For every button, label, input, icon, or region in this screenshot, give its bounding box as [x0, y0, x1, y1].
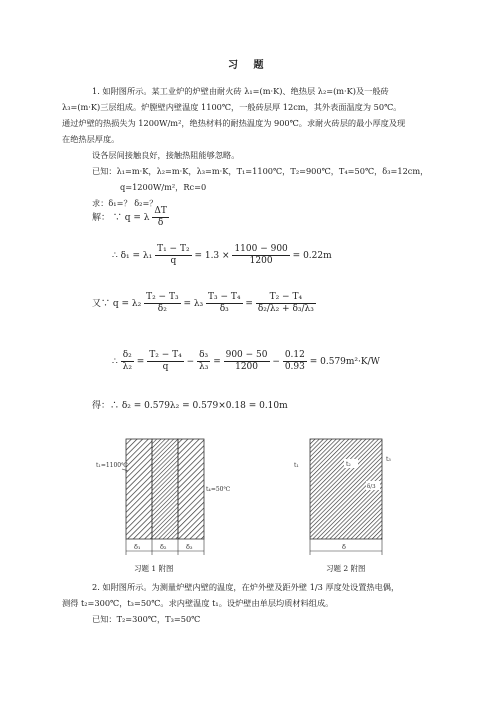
known-values-line1: 已知：λ₁=m·K，λ₂=m·K，λ₃=m·K，T₁=1100℃，T₂=900℃，T₄=50℃，δ₃=12cm，	[92, 166, 429, 176]
known-values-line2: q=1200W/m²，Rc=0	[120, 182, 207, 192]
question-text: 求：δ₁=？ δ₂=？	[92, 198, 158, 208]
label-delta2: δ₂	[160, 543, 167, 551]
eq4-denominator4: 0.93	[284, 362, 305, 372]
assumption-text: 设各层间接触良好，接触热阻能够忽略。	[92, 150, 240, 160]
eq2-middle: = 1.3 ×	[194, 251, 230, 261]
label-delta3: δ₃	[186, 543, 193, 551]
eq3-lhs: 又∵ q = λ₂	[92, 299, 142, 309]
eq2-lhs: ∴ δ₁ = λ₁	[112, 251, 153, 261]
eq4-numerator: T₂ − T₄	[149, 350, 182, 360]
solution-label: 解：	[92, 213, 111, 223]
page-title: 习 题	[228, 60, 270, 71]
figure-1-furnace-wall	[94, 425, 244, 575]
equation-fourier-law	[92, 206, 169, 229]
eq2-denominator2: 1200	[249, 256, 273, 266]
eq4-denominator2: λ₃	[199, 362, 209, 372]
problem2-text-line2: 测得 t₂=300℃，t₃=50℃。求内壁温度 t₁。设炉壁由单层均质材料组成。	[62, 598, 334, 608]
eq3-denominator2: δ₃	[219, 304, 229, 314]
eq3-middle: = λ₃	[183, 299, 204, 309]
label-third-thickness: δ/3	[367, 484, 376, 490]
figure-2-furnace-wall	[282, 425, 422, 575]
eq3-numerator: T₂ − T₃	[146, 292, 179, 302]
problem2-text-line1: 2. 如附图所示。为测量炉壁内壁的温度，在炉外壁及距外壁 1/3 厚度处设置热电偶，	[92, 582, 400, 592]
label-t4: t₄=50℃	[206, 486, 231, 493]
eq3-numerator2: T₃ − T₄	[208, 292, 241, 302]
eq3-denominator3: δ₂/λ₂ + δ₃/λ₃	[257, 304, 314, 314]
equation-delta1	[112, 244, 332, 267]
eq4-numerator2: δ₃	[197, 350, 210, 362]
eq3-denominator: δ₂	[157, 304, 167, 314]
eq1-lhs: ∵ q = λ	[112, 213, 150, 223]
eq4-lhs: ∴	[112, 357, 118, 367]
eq4-numerator0: δ₂	[121, 350, 134, 362]
problem1-text-line2: λ₃=(m·K)三层组成。炉膛壁内壁温度 1100℃，一般砖层厚 12cm，其外表面温度为 50℃。	[62, 102, 402, 112]
equation-delta2-ratio	[112, 350, 380, 373]
eq4-minus: −	[186, 357, 195, 367]
eq4-equals2: =	[213, 357, 221, 367]
eq2-numerator2: 1100 − 900	[234, 244, 288, 254]
label-t1: t₁=1100℃	[96, 462, 128, 469]
equation-heat-flux-chain	[92, 292, 316, 315]
eq2-result: = 0.22m	[292, 251, 332, 261]
eq2-denominator: q	[170, 256, 177, 266]
label-delta1: δ₁	[134, 543, 141, 551]
eq4-minus2: −	[272, 357, 280, 367]
layer-insulation	[152, 439, 178, 539]
eq3-numerator3: T₂ − T₄	[256, 292, 316, 304]
eq4-denominator3: 1200	[235, 362, 259, 372]
problem1-text-line4: 在绝热层厚度。	[62, 134, 120, 144]
figure-2-caption: 习题 2 附图	[326, 564, 366, 573]
eq2-numerator: T₁ − T₂	[157, 244, 190, 254]
label-t2: t₂	[346, 461, 351, 468]
label-delta: δ	[342, 543, 346, 551]
eq4-denominator0: λ₂	[122, 362, 132, 372]
problem1-text-line1: 1. 如附图所示。某工业炉的炉壁由耐火砖 λ₁=(m·K)、绝热层 λ₂=(m·K)及一般砖	[92, 86, 389, 96]
problem2-known-values: 已知：T₂=300℃，T₃=50℃	[92, 614, 201, 624]
layer-common-brick	[178, 439, 204, 539]
figure-1-caption: 习题 1 附图	[134, 564, 174, 573]
eq1-denominator: δ	[157, 218, 164, 228]
label-t1-fig2: t₁	[294, 462, 299, 469]
equation-delta2-result: 得：∴ δ₂ = 0.579λ₂ = 0.579×0.18 = 0.10m	[92, 401, 288, 411]
eq4-equals: =	[136, 357, 145, 367]
eq4-numerator4: 0.12	[284, 350, 305, 360]
eq1-numerator: ΔT	[154, 206, 167, 216]
layer-refractory-brick	[126, 439, 152, 539]
eq4-denominator: q	[162, 362, 169, 372]
label-t3: t₃	[386, 456, 391, 463]
eq4-numerator3: 900 − 50	[225, 350, 268, 360]
eq4-result: = 0.579m²·K/W	[309, 357, 380, 367]
eq3-equals: =	[245, 299, 253, 309]
problem1-text-line3: 通过炉壁的热损失为 1200W/m²，绝热材料的耐热温度为 900℃。求耐火砖层的最小厚度及现	[62, 118, 406, 128]
